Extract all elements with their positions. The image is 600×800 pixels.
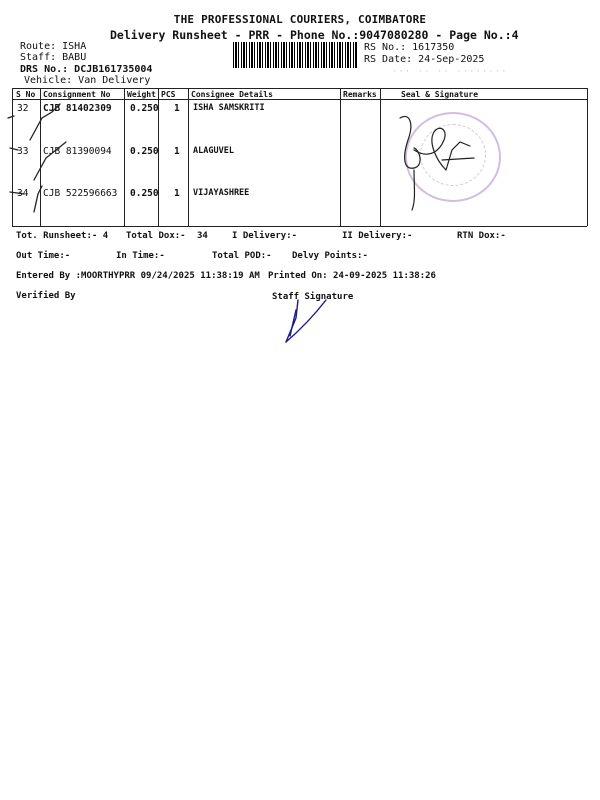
row-consignment: CJB 522596663 — [43, 188, 118, 199]
row-sno: 34 — [17, 188, 29, 199]
runsheet-subtitle: Delivery Runsheet - PRR - Phone No.:9047080280 - Page No.:4 — [110, 28, 519, 42]
i-delivery: I Delivery:- — [232, 231, 298, 241]
verified-by: Verified By — [16, 291, 76, 301]
total-pod: Total POD:- — [212, 251, 272, 261]
row-consignee: ISHA SAMSKRITI — [193, 103, 265, 113]
row-weight: 0.250 — [130, 188, 159, 199]
row-weight: 0.250 — [130, 146, 159, 157]
faded-stamp-mark: ··· ·· ·· ········ — [392, 67, 508, 77]
row-pcs: 1 — [174, 146, 180, 157]
row-pcs: 1 — [174, 188, 180, 199]
row-sno: 33 — [17, 146, 29, 157]
row-consignment: CJB 81390094 — [43, 146, 112, 157]
tick-marks — [8, 104, 66, 212]
row-weight: 0.250 — [130, 103, 159, 114]
drs-number: DRS No.: DCJB161735004 — [20, 64, 153, 75]
tick-mark — [10, 148, 18, 150]
col-header-remarks: Remarks — [343, 90, 377, 99]
entered-by: Entered By :MOORTHYPRR 09/24/2025 11:38:19 AM — [16, 271, 260, 281]
vehicle-label: Vehicle: Van Delivery — [24, 75, 151, 86]
rtn-dox: RTN Dox:- — [457, 231, 506, 241]
staff-signature-label: Staff Signature — [272, 292, 354, 302]
delvy-points: Delvy Points:- — [292, 251, 368, 261]
row-consignee: ALAGUVEL — [193, 146, 234, 156]
printed-on: Printed On: 24-09-2025 11:38:26 — [268, 271, 436, 281]
col-header-consignment: Consignment No — [43, 90, 111, 99]
row-consignee: VIJAYASHREE — [193, 188, 250, 198]
tick-mark — [30, 104, 60, 140]
staff-label: Staff: BABU — [20, 52, 87, 63]
row-sno: 32 — [17, 103, 29, 114]
tick-mark — [34, 142, 66, 180]
out-time: Out Time:- — [16, 251, 71, 261]
ii-delivery: II Delivery:- — [342, 231, 413, 241]
company-title: THE PROFESSIONAL COURIERS, COIMBATORE — [173, 13, 427, 26]
col-header-seal: Seal & Signature — [401, 90, 479, 99]
col-header-sno: S No — [16, 90, 36, 99]
in-time: In Time:- — [116, 251, 165, 261]
total-dox-value: 34 — [197, 231, 208, 241]
tick-mark — [10, 192, 24, 194]
col-header-consignee: Consignee Details — [191, 90, 273, 99]
total-dox: Total Dox:- — [126, 231, 186, 241]
tick-mark — [8, 116, 14, 118]
tick-mark — [34, 186, 42, 212]
signature-mark — [400, 116, 474, 210]
route-label: Route: ISHA — [20, 41, 87, 52]
col-header-pcs: PCS — [161, 90, 176, 99]
rs-number: RS No.: 1617350 — [364, 42, 455, 53]
row-consignment: CJB 81402309 — [43, 103, 112, 114]
rs-date: RS Date: 24-Sep-2025 — [364, 54, 485, 65]
tot-runsheet: Tot. Runsheet:- 4 — [16, 231, 109, 241]
row-pcs: 1 — [174, 103, 180, 114]
col-header-weight: Weight — [127, 90, 156, 99]
staff-signature-mark — [286, 300, 326, 342]
